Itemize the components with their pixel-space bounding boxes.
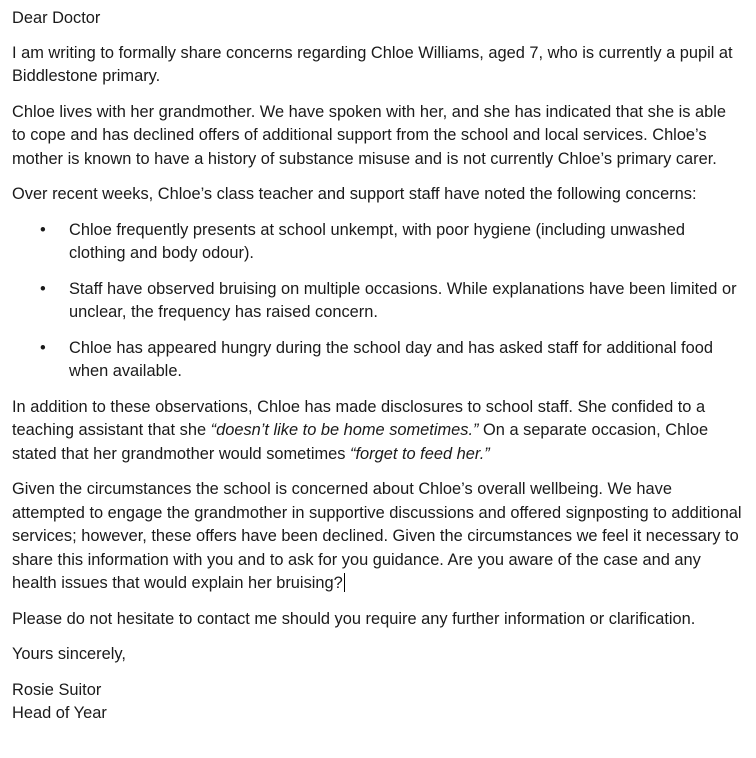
bullet-icon: • <box>40 338 46 357</box>
list-item <box>12 337 742 384</box>
disclosure-quote-1: “doesn’t like to be home sometimes.” <box>210 421 479 439</box>
concern-text: Chloe has appeared hungry during the school day and has asked staff for additional food when available. <box>69 338 713 380</box>
wellbeing-text: Given the circumstances the school is concerned about Chloe’s overall wellbeing. We have attempted to engage the grandmother in supportive discussions and offered signposting to additional services; however, these offers have been declined. Given the circumstances we feel it necessary to share this information with you and to ask for you guidance. Are you aware of the case and any health issues that would explain her bruising? <box>12 480 742 592</box>
disclosures-text-2: On a separate occasion, Chloe stated that her grandmother would sometimes <box>12 421 709 463</box>
text-cursor <box>344 573 345 592</box>
list-item <box>12 278 742 325</box>
bullet-icon: • <box>40 220 46 239</box>
signatory-title: Head of Year <box>12 704 107 722</box>
disclosure-quote-2: “forget to feed her.” <box>350 444 490 463</box>
concern-text: Chloe frequently presents at school unkempt, with poor hygiene (including unwashed clothing and body odour). <box>69 220 685 262</box>
concern-text: Staff have observed bruising on multiple occasions. While explanations have been limited or unclear, the frequency has raised concern. <box>69 279 737 321</box>
signatory-name: Rosie Suitor <box>12 680 102 699</box>
intro-paragraph: I am writing to formally share concerns regarding Chloe Williams, aged 7, who is currently a pupil at Biddlestone primary. <box>12 43 733 85</box>
concerns-list <box>12 219 742 384</box>
bullet-icon: • <box>40 279 46 298</box>
letter-document[interactable] <box>12 7 742 726</box>
salutation: Dear Doctor <box>12 9 101 27</box>
disclosures-paragraph <box>12 396 742 467</box>
closing: Yours sincerely, <box>12 645 126 663</box>
concerns-intro-paragraph: Over recent weeks, Chloe’s class teacher and support staff have noted the following concerns: <box>12 185 697 203</box>
wellbeing-paragraph <box>12 478 742 596</box>
disclosures-text-1: In addition to these observations, Chloe has made disclosures to school staff. She confided to a teaching assistant that she <box>12 397 706 439</box>
background-paragraph: Chloe lives with her grandmother. We have spoken with her, and she has indicated that she is able to cope and has declined offers of additional support from the school and local services. Chloe’s mother is known to have a history of substance misuse and is not currently Chloe’s primary carer. <box>12 102 727 168</box>
list-item <box>12 219 742 266</box>
contact-paragraph: Please do not hesitate to contact me should you require any further information or clarification. <box>12 609 696 628</box>
